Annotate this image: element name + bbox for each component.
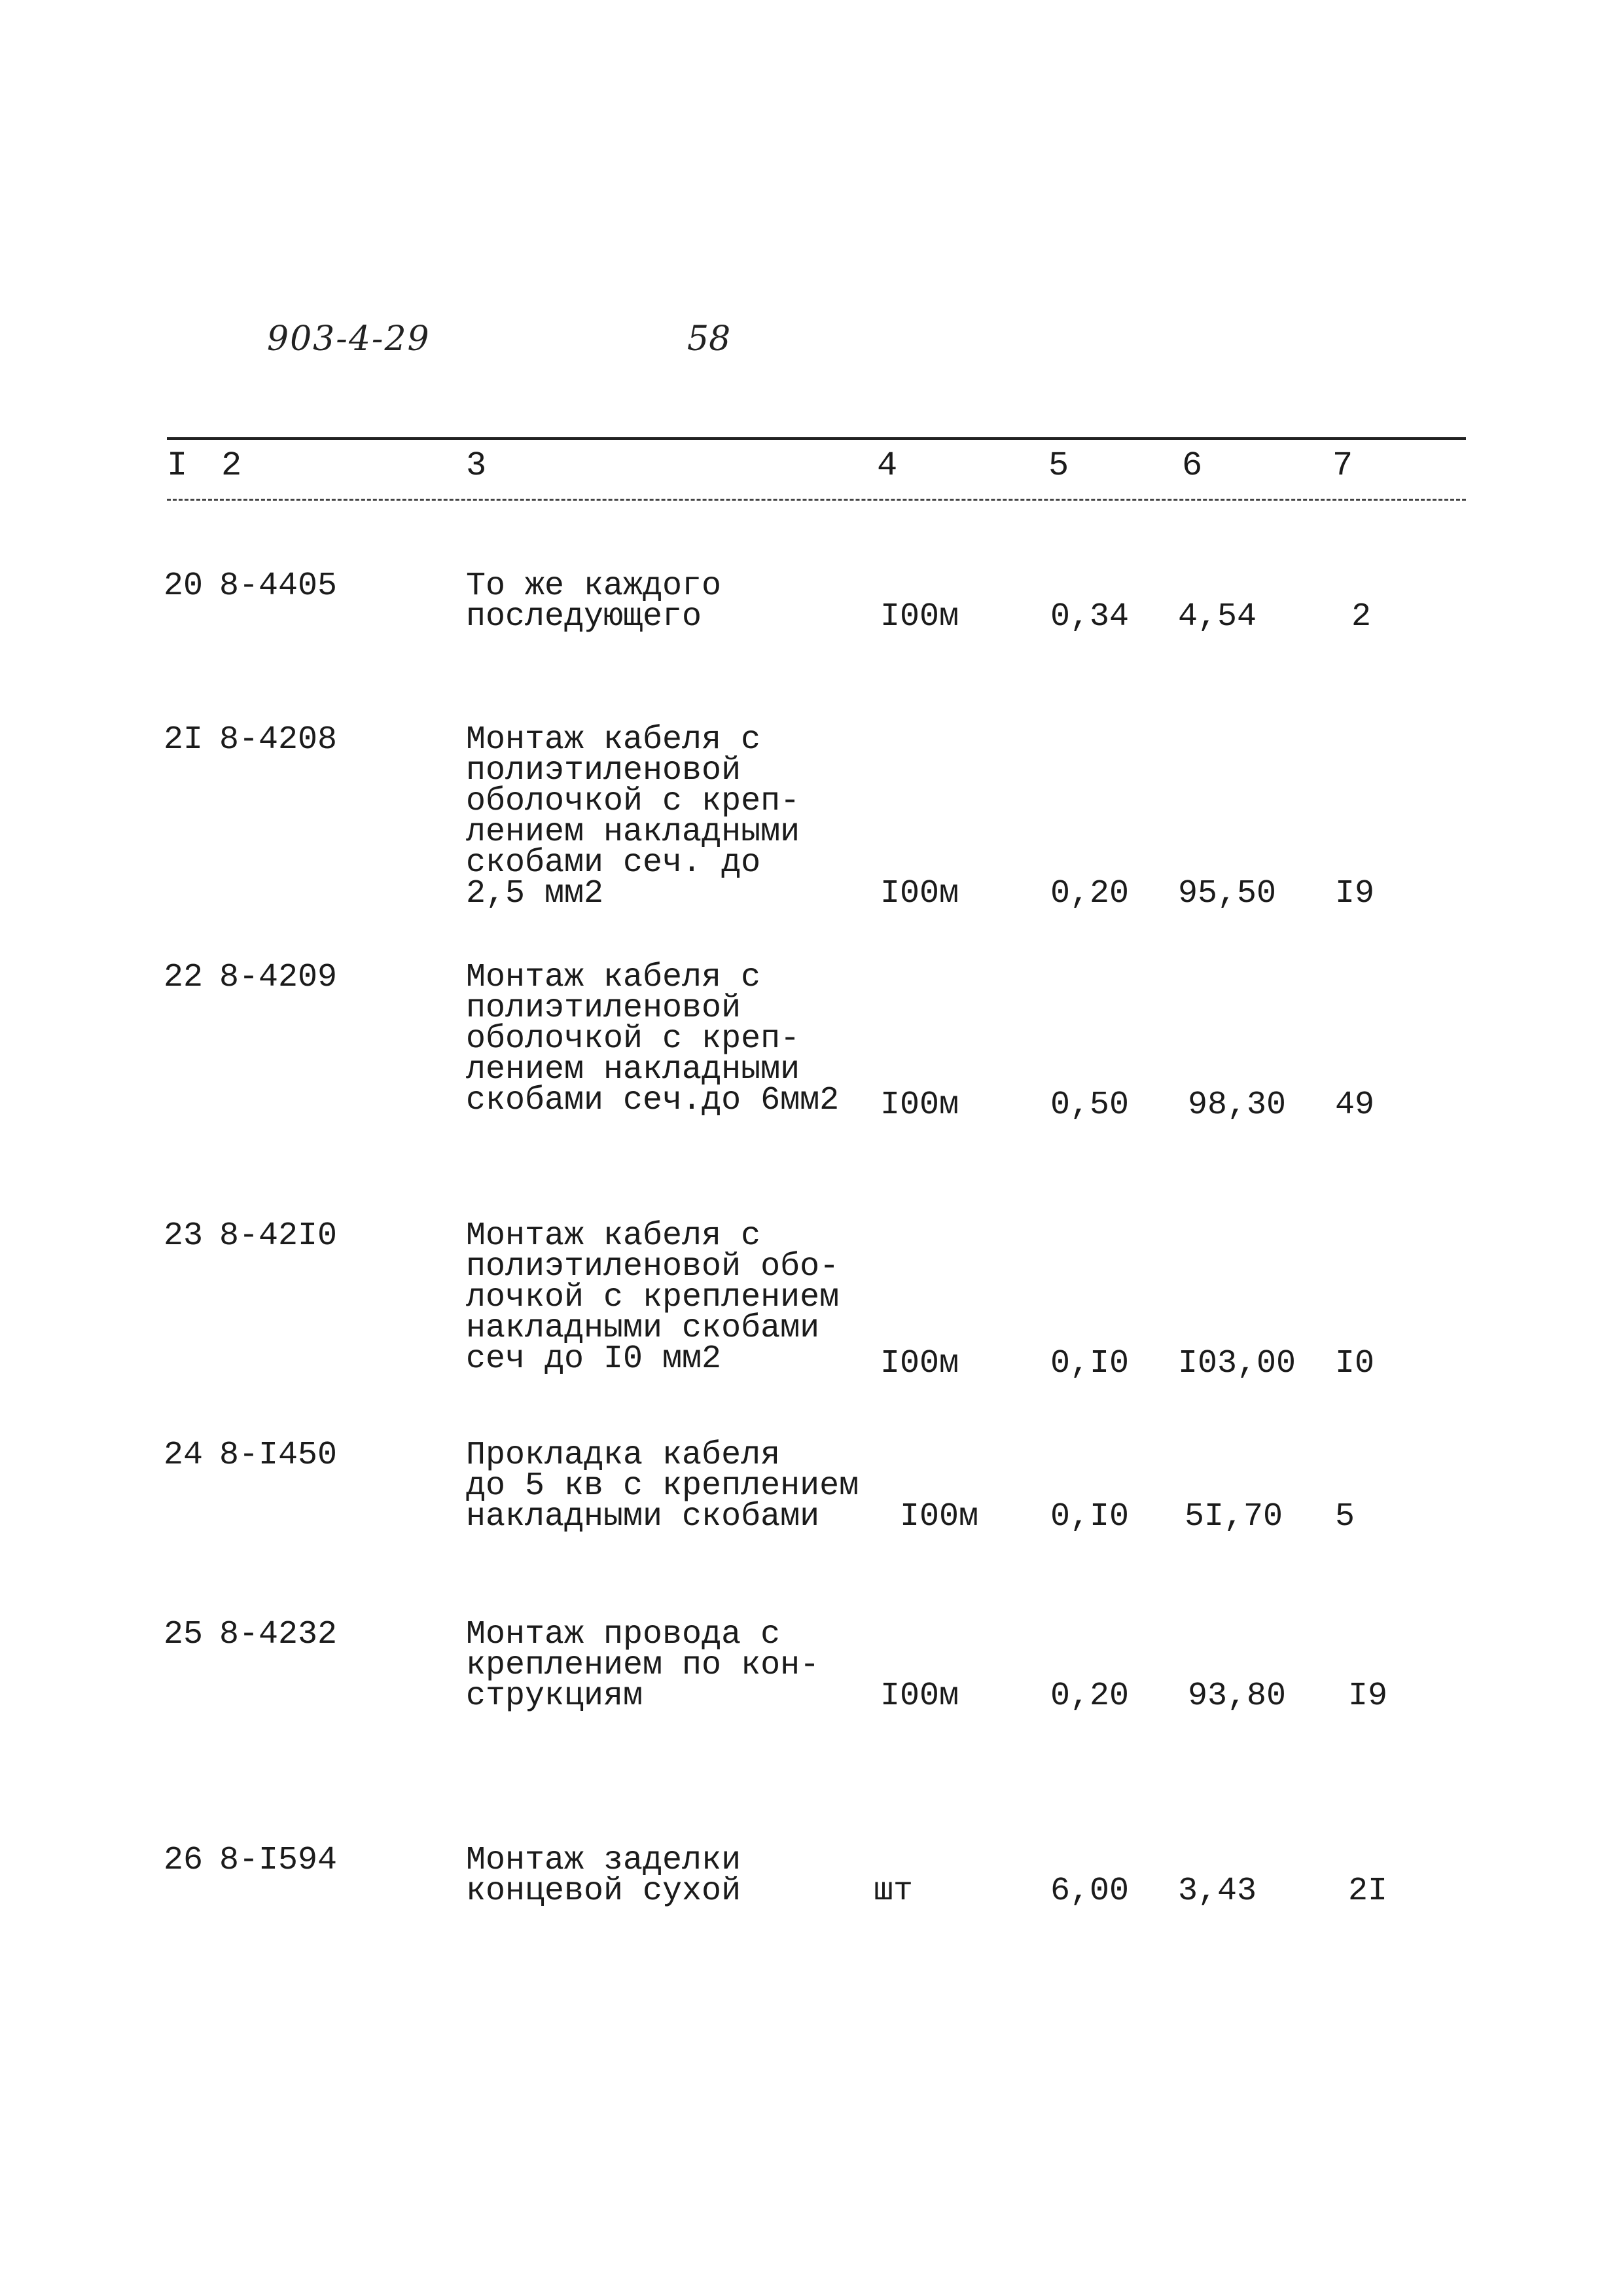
row-unit: I00м bbox=[880, 1677, 959, 1715]
row-code: 8-I450 bbox=[219, 1437, 338, 1474]
table-top-rule bbox=[167, 437, 1466, 440]
row-number: 22 bbox=[164, 959, 204, 996]
row-unit: шт bbox=[874, 1873, 914, 1910]
row-description bbox=[466, 1616, 820, 1715]
row-quantity: 0,I0 bbox=[1050, 1498, 1130, 1535]
row-description-line: Монтаж заделки bbox=[466, 1842, 741, 1879]
row-description bbox=[466, 959, 840, 1119]
row-total: I0 bbox=[1335, 1345, 1375, 1382]
row-description-line: полиэтиленовой обо- bbox=[466, 1248, 840, 1285]
row-price: 95,50 bbox=[1178, 875, 1277, 912]
column-header-5: 5 bbox=[1048, 446, 1069, 485]
row-number: 23 bbox=[164, 1217, 204, 1255]
row-description bbox=[466, 1217, 840, 1378]
table-header-rule bbox=[167, 499, 1466, 501]
row-total: I9 bbox=[1348, 1677, 1388, 1715]
column-header-3: 3 bbox=[466, 446, 487, 485]
row-number: 20 bbox=[164, 567, 204, 605]
row-description-line: лочкой с креплением bbox=[466, 1279, 840, 1316]
row-description-line: сеч до I0 мм2 bbox=[466, 1340, 722, 1378]
row-description-line: накладными скобами bbox=[466, 1310, 820, 1347]
row-description-line: Монтаж кабеля с bbox=[466, 721, 761, 759]
row-total: 2I bbox=[1348, 1873, 1388, 1910]
row-price: I03,00 bbox=[1178, 1345, 1296, 1382]
row-description-line: Прокладка кабеля bbox=[466, 1437, 781, 1474]
row-code: 8-4232 bbox=[219, 1616, 338, 1653]
row-description-line: 2,5 мм2 bbox=[466, 875, 604, 912]
row-number: 25 bbox=[164, 1616, 204, 1653]
row-description-line: лением накладными bbox=[466, 814, 800, 851]
row-description-line: Монтаж провода с bbox=[466, 1616, 781, 1653]
row-quantity: 6,00 bbox=[1050, 1873, 1130, 1910]
row-description-line: полиэтиленовой bbox=[466, 752, 741, 789]
row-price: 93,80 bbox=[1188, 1677, 1287, 1715]
row-description-line: лением накладными bbox=[466, 1051, 800, 1088]
column-header-2: 2 bbox=[221, 446, 242, 485]
row-unit: I00м bbox=[880, 1345, 959, 1382]
row-description-line: Монтаж кабеля с bbox=[466, 959, 761, 996]
row-quantity: 0,20 bbox=[1050, 875, 1130, 912]
row-description-line: концевой сухой bbox=[466, 1873, 741, 1910]
row-description-line: оболочкой с креп- bbox=[466, 1020, 800, 1058]
row-unit: I00м bbox=[880, 1086, 959, 1124]
document-code: 903-4-29 bbox=[267, 319, 431, 359]
row-total: I9 bbox=[1335, 875, 1375, 912]
row-description bbox=[466, 1437, 859, 1535]
row-code: 8-42I0 bbox=[219, 1217, 338, 1255]
row-description-line: последующего bbox=[466, 598, 702, 636]
column-header-4: 4 bbox=[877, 446, 898, 485]
row-number: 2I bbox=[164, 721, 204, 759]
row-number: 24 bbox=[164, 1437, 204, 1474]
row-code: 8-I594 bbox=[219, 1842, 338, 1879]
row-unit: I00м bbox=[880, 875, 959, 912]
column-header-1: I bbox=[167, 446, 188, 485]
column-header-6: 6 bbox=[1182, 446, 1203, 485]
row-quantity: 0,20 bbox=[1050, 1677, 1130, 1715]
row-code: 8-4405 bbox=[219, 567, 338, 605]
row-total: 49 bbox=[1335, 1086, 1375, 1124]
row-quantity: 0,34 bbox=[1050, 598, 1130, 636]
row-price: 98,30 bbox=[1188, 1086, 1287, 1124]
row-description-line: струкциям bbox=[466, 1677, 643, 1715]
row-description-line: скобами сеч.до 6мм2 bbox=[466, 1082, 840, 1119]
row-code: 8-4209 bbox=[219, 959, 338, 996]
row-description bbox=[466, 721, 800, 912]
row-description-line: оболочкой с креп- bbox=[466, 783, 800, 820]
row-code: 8-4208 bbox=[219, 721, 338, 759]
row-total: 5 bbox=[1335, 1498, 1355, 1535]
row-unit: I00м bbox=[900, 1498, 979, 1535]
row-description bbox=[466, 1842, 741, 1910]
page-number: 58 bbox=[687, 319, 731, 359]
row-price: 4,54 bbox=[1178, 598, 1257, 636]
row-price: 5I,70 bbox=[1185, 1498, 1283, 1535]
row-description-line: до 5 кв с креплением bbox=[466, 1467, 859, 1505]
row-description-line: креплением по кон- bbox=[466, 1647, 820, 1684]
row-total: 2 bbox=[1351, 598, 1372, 636]
row-number: 26 bbox=[164, 1842, 204, 1879]
row-quantity: 0,50 bbox=[1050, 1086, 1130, 1124]
row-price: 3,43 bbox=[1178, 1873, 1257, 1910]
row-description-line: То же каждого bbox=[466, 567, 722, 605]
row-quantity: 0,I0 bbox=[1050, 1345, 1130, 1382]
row-unit: I00м bbox=[880, 598, 959, 636]
row-description-line: накладными скобами bbox=[466, 1498, 820, 1535]
row-description-line: скобами сеч. до bbox=[466, 844, 761, 882]
row-description-line: полиэтиленовой bbox=[466, 990, 741, 1027]
column-header-7: 7 bbox=[1332, 446, 1353, 485]
row-description-line: Монтаж кабеля с bbox=[466, 1217, 761, 1255]
row-description bbox=[466, 567, 722, 636]
